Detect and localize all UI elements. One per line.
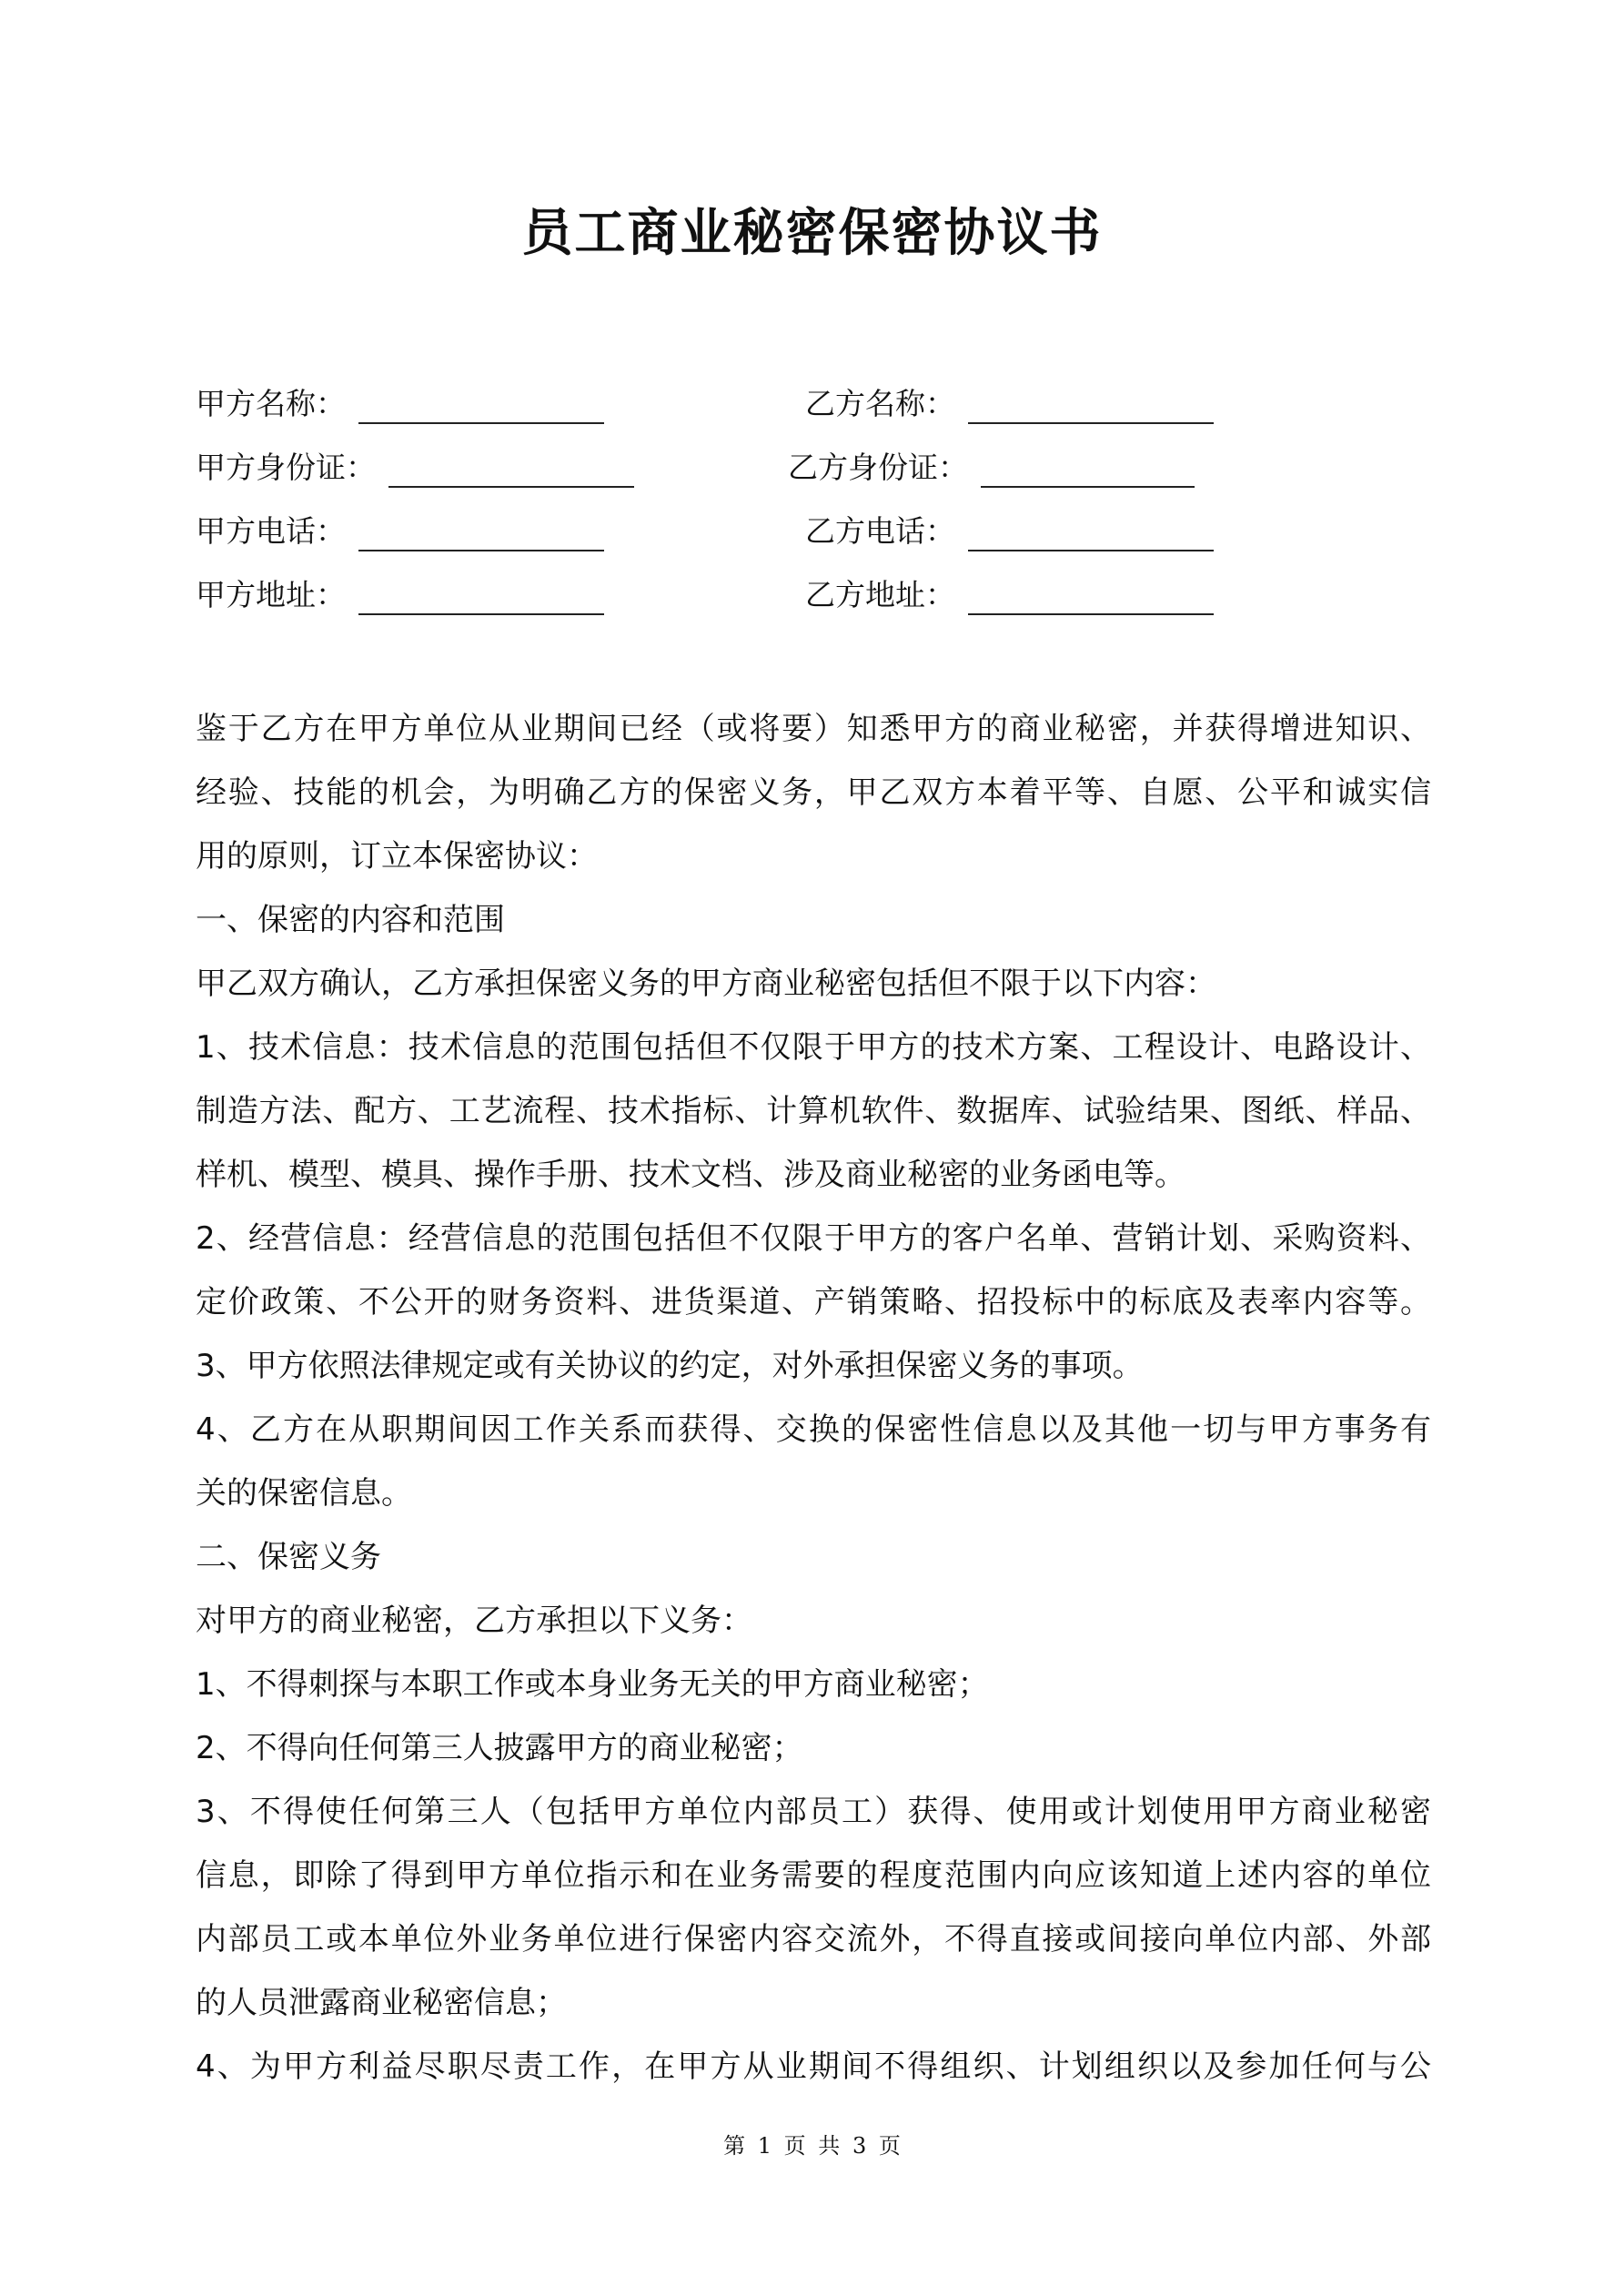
party-a-phone-blank[interactable] bbox=[358, 519, 604, 551]
party-a-name-field bbox=[196, 384, 604, 424]
clause-line: 3、不得使任何第三人（包括甲方单位内部员工）获得、使用或计划使用甲方商业秘密 bbox=[196, 1794, 1431, 1830]
party-b-address-label: 乙方地址： bbox=[805, 577, 955, 612]
party-b-id-field bbox=[788, 448, 1195, 488]
party-a-address-field bbox=[196, 575, 604, 615]
clause-line: 信息，即除了得到甲方单位指示和在业务需要的程度范围内向应该知道上述内容的单位 bbox=[196, 1857, 1431, 1894]
party-b-phone-label: 乙方电话： bbox=[805, 513, 955, 549]
party-a-phone-label: 甲方电话： bbox=[196, 513, 346, 549]
party-a-address-label: 甲方地址： bbox=[196, 577, 346, 612]
party-b-address-field bbox=[805, 575, 1214, 615]
party-a-phone-field bbox=[196, 511, 604, 551]
party-b-phone-field bbox=[805, 511, 1214, 551]
party-a-id-label: 甲方身份证： bbox=[196, 450, 376, 485]
paragraph-line: 对甲方的商业秘密，乙方承担以下义务： bbox=[196, 1603, 752, 1639]
preamble-line: 鉴于乙方在甲方单位从业期间已经（或将要）知悉甲方的商业秘密，并获得增进知识、 bbox=[196, 711, 1431, 747]
section-heading: 一、保密的内容和范围 bbox=[196, 902, 505, 938]
clause-line: 2、不得向任何第三人披露甲方的商业秘密； bbox=[196, 1730, 803, 1766]
clause-line: 样机、模型、模具、操作手册、技术文档、涉及商业秘密的业务函电等。 bbox=[196, 1157, 1185, 1193]
party-b-name-field bbox=[805, 384, 1214, 424]
clause-line: 3、甲方依照法律规定或有关协议的约定，对外承担保密义务的事项。 bbox=[196, 1348, 1144, 1384]
clause-line: 4、乙方在从职期间因工作关系而获得、交换的保密性信息以及其他一切与甲方事务有 bbox=[196, 1411, 1431, 1448]
page-number-footer: 第 1 页 共 3 页 bbox=[723, 2133, 901, 2159]
clause-line: 1、技术信息：技术信息的范围包括但不仅限于甲方的技术方案、工程设计、电路设计、 bbox=[196, 1029, 1431, 1066]
party-a-address-blank[interactable] bbox=[358, 582, 604, 615]
party-b-name-label: 乙方名称： bbox=[805, 386, 955, 421]
clause-line: 内部员工或本单位外业务单位进行保密内容交流外，不得直接或间接向单位内部、外部 bbox=[196, 1921, 1431, 1957]
paragraph-line: 甲乙双方确认，乙方承担保密义务的甲方商业秘密包括但不限于以下内容： bbox=[196, 966, 1216, 1002]
clause-line: 的人员泄露商业秘密信息； bbox=[196, 1985, 567, 2021]
clause-line: 定价政策、不公开的财务资料、进货渠道、产销策略、招投标中的标底及表率内容等。 bbox=[196, 1284, 1431, 1320]
party-a-name-label: 甲方名称： bbox=[196, 386, 346, 421]
clause-line: 制造方法、配方、工艺流程、技术指标、计算机软件、数据库、试验结果、图纸、样品、 bbox=[196, 1093, 1431, 1129]
clause-line: 2、经营信息：经营信息的范围包括但不仅限于甲方的客户名单、营销计划、采购资料、 bbox=[196, 1220, 1431, 1257]
party-b-id-blank[interactable] bbox=[981, 455, 1195, 488]
clause-line: 1、不得刺探与本职工作或本身业务无关的甲方商业秘密； bbox=[196, 1666, 989, 1703]
section-heading: 二、保密义务 bbox=[196, 1539, 381, 1575]
party-a-id-blank[interactable] bbox=[388, 455, 634, 488]
party-b-phone-blank[interactable] bbox=[968, 519, 1214, 551]
clause-line: 4、为甲方利益尽职尽责工作，在甲方从业期间不得组织、计划组织以及参加任何与公 bbox=[196, 2048, 1431, 2085]
party-a-name-blank[interactable] bbox=[358, 391, 604, 424]
party-b-id-label: 乙方身份证： bbox=[788, 450, 968, 485]
party-b-address-blank[interactable] bbox=[968, 582, 1214, 615]
preamble-line: 经验、技能的机会，为明确乙方的保密义务，甲乙双方本着平等、自愿、公平和诚实信 bbox=[196, 774, 1431, 811]
preamble-line: 用的原则，订立本保密协议： bbox=[196, 838, 598, 875]
document-title: 员工商业秘密保密协议书 bbox=[521, 204, 1103, 263]
party-b-name-blank[interactable] bbox=[968, 391, 1214, 424]
clause-line: 关的保密信息。 bbox=[196, 1475, 412, 1512]
party-a-id-field bbox=[196, 448, 634, 488]
